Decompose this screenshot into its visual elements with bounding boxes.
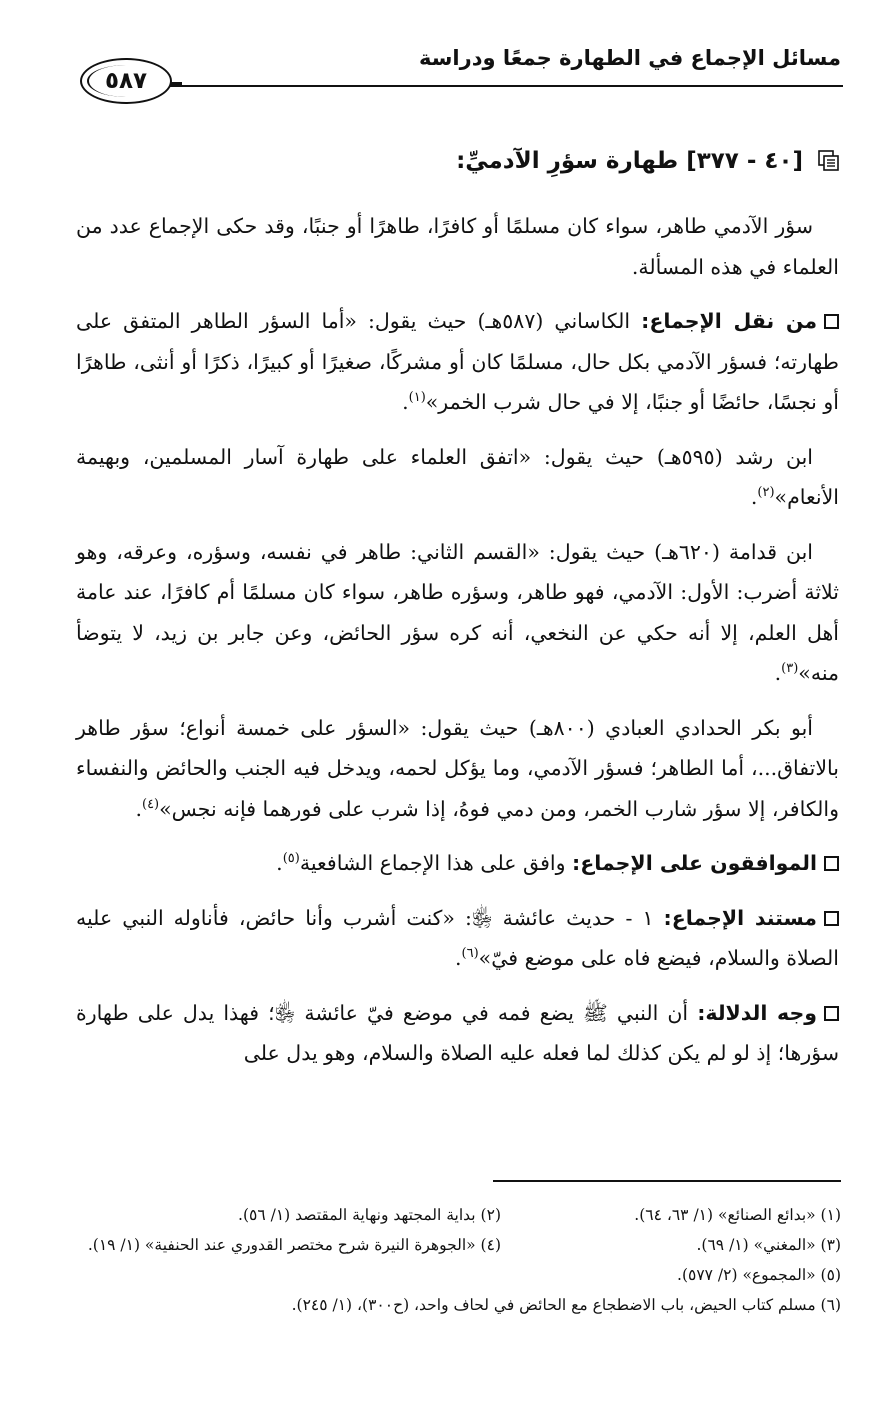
paragraph-transmitters: من نقل الإجماع: الكاساني (٥٨٧هـ) حيث يقول: «أما السؤر الطاهر المتفق على طهارته؛ فسؤر الآدمي بكل حال، مسلمًا كان أو مشركًا، صغيرًا أو كبيرًا، ذكرًا أو أنثى، طاهرًا أو نجسًا، حائضًا أو جنبًا، إلا في حال شرب الخمر»$^{(١)}$. xyxy=(76,309,839,414)
paragraph-indication: وجه الدلالة: أن النبي ﷺ يضع فمه في موضع فيّ عائشة ﵂؛ فهذا يدل على طهارة سؤرها؛ إذ لو لم يكن كذلك لما فعله عليه الصلاة والسلام، وهو يدل على xyxy=(76,1000,839,1065)
section-title: [٤٠ - ٣٧٧] طهارة سؤرِ الآدميِّ: xyxy=(456,148,803,174)
square-bullet-icon xyxy=(824,911,839,926)
footnote-ref-2[interactable]: (٢) xyxy=(757,485,775,501)
page-number: ٥٨٧ xyxy=(104,68,148,94)
paragraph-ibn-rushd: ابن رشد (٥٩٥هـ) حيث يقول: «اتفق العلماء على طهارة آسار المسلمين، وبهيمة الأنعام»$^{(٢)}$. xyxy=(76,444,839,509)
lead-agreeing: الموافقون على الإجماع: xyxy=(572,851,817,875)
body-text xyxy=(76,206,839,1088)
copy-icon xyxy=(817,149,841,173)
square-bullet-icon xyxy=(824,314,839,329)
footnote-row xyxy=(60,1230,841,1260)
paragraph-intro: سؤر الآدمي طاهر، سواء كان مسلمًا أو كافرًا، طاهرًا أو جنبًا، وقد حكى الإجماع عدد من العلماء في هذه المسألة. xyxy=(76,214,839,279)
oval-inner-stroke xyxy=(87,65,165,97)
lead-transmitters: من نقل الإجماع: xyxy=(641,309,818,333)
footnote-ref-4[interactable]: (٤) xyxy=(141,796,160,812)
footnote-4: (٤) «الجوهرة النيرة شرح مختصر القدوري عند الحنفية» (١/ ١٩). xyxy=(87,1236,501,1254)
square-bullet-icon xyxy=(824,856,839,871)
footnote-rule xyxy=(493,1180,841,1182)
running-title: مسائل الإجماع في الطهارة جمعًا ودراسة xyxy=(419,46,841,70)
header-rule xyxy=(168,85,843,87)
square-bullet-icon xyxy=(824,1006,839,1021)
footnote-ref-5[interactable]: (٥) xyxy=(282,851,300,867)
footnote-ref-1[interactable]: (١) xyxy=(408,390,426,406)
footnote-3: (٣) «المغني» (١/ ٦٩). xyxy=(696,1236,841,1254)
footnote-row xyxy=(60,1200,841,1230)
paragraph-agreeing: الموافقون على الإجماع: وافق على هذا الإجماع الشافعية$^{(٥)}$. xyxy=(76,843,839,884)
footnote-ref-3[interactable]: (٣) xyxy=(781,661,799,677)
footnote-5: (٥) «المجموع» (٢/ ٥٧٧). xyxy=(677,1266,841,1284)
footnote-2: (٢) بداية المجتهد ونهاية المقتصد (١/ ٥٦). xyxy=(238,1206,501,1224)
footnote-6: (٦) مسلم كتاب الحيض، باب الاضطجاع مع الحائض في لحاف واحد، (ح٣٠٠)، (١/ ٢٤٥). xyxy=(291,1296,841,1314)
footnotes xyxy=(60,1200,841,1320)
footnote-ref-6[interactable]: (٦) xyxy=(461,946,479,962)
lead-basis: مستند الإجماع: xyxy=(663,905,817,930)
lead-indication: وجه الدلالة: xyxy=(697,1000,817,1025)
paragraph-ibn-qudama: ابن قدامة (٦٢٠هـ) حيث يقول: «القسم الثاني: طاهر في نفسه، وسؤره، وعرقه، وهو ثلاثة أضرب: الأول: الآدمي، فهو طاهر، وسؤره طاهر، سواء كان مسلمًا أم كافرًا، عند عامة أهل العلم، إلا أنه حكي عن النخعي، أنه كره سؤر الحائض، وعن جابر بن زيد، لا يتوضأ منه»$^{(٣)}$. xyxy=(76,539,839,685)
paragraph-basis: مستند الإجماع: ١ - حديث عائشة ﵂: «كنت أشرب وأنا حائض، فأناوله النبي عليه الصلاة والسلام، فيضع فاه على موضع فيّ»$^{(٦)}$. xyxy=(76,905,839,970)
section-heading xyxy=(456,148,841,174)
footnote-1: (١) «بدائع الصنائع» (١/ ٦٣، ٦٤). xyxy=(634,1206,841,1224)
page-number-oval xyxy=(80,58,172,104)
paragraph-haddadi: أبو بكر الحدادي العبادي (٨٠٠هـ) حيث يقول: «السؤر على خمسة أنواع؛ سؤر طاهر بالاتفاق...، أما الطاهر؛ فسؤر الآدمي، وما يؤكل لحمه، ويدخل فيه الجنب والحائض والنفساء والكافر، إلا سؤر شارب الخمر، ومن دمي فوهُ، إذا شرب على فورهما فإنه نجس»$^{(٤)}$. xyxy=(76,715,839,821)
